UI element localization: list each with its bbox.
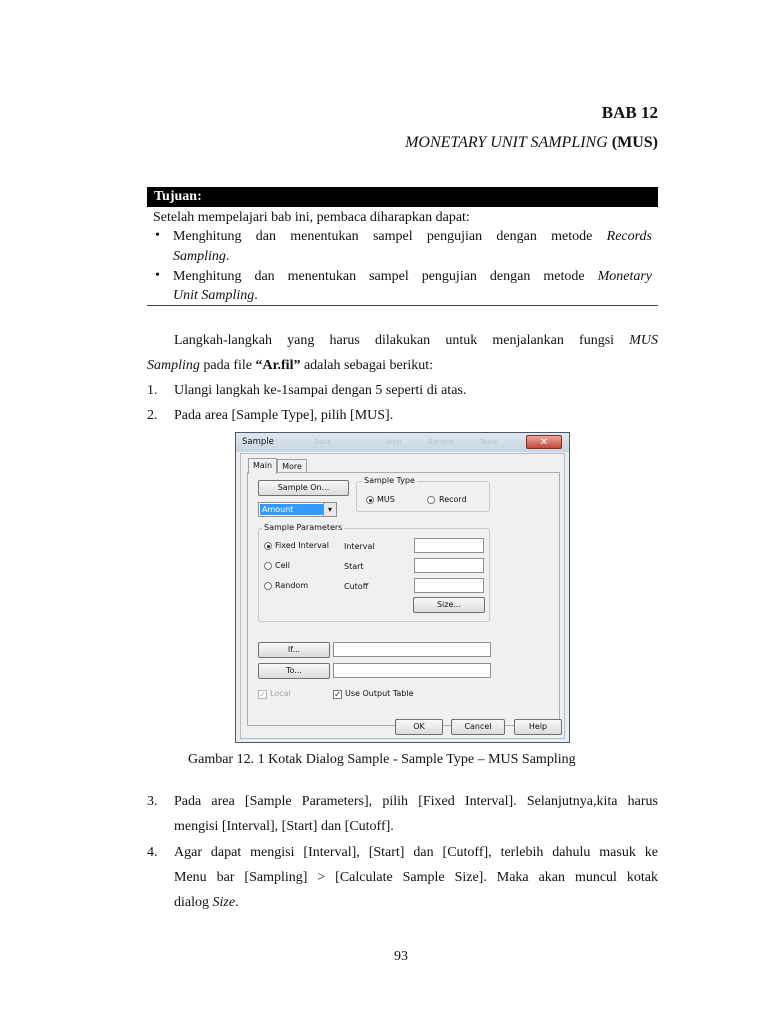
sample-parameters-group [258,523,490,622]
radio-mus[interactable] [366,496,374,504]
intro-text: Langkah-langkah yang harus dilakukan untuk menjalankan fungsi [174,333,615,348]
start-label: Start [344,562,364,571]
sample-type-group [356,476,490,512]
objective-bullet-2-line2 [173,286,258,306]
figure-caption: Gambar 12. 1 Kotak Dialog Sample - Sample Type – MUS Sampling [188,752,576,767]
use-output-table-label: Use Output Table [345,689,414,698]
objective-text: Menghitung dan menentukan sampel pengujian dengan metode [173,269,585,284]
ok-button[interactable]: OK [395,719,443,735]
start-input[interactable] [414,558,484,573]
radio-cell-label: Cell [275,561,290,570]
use-output-table-checkbox[interactable]: ✓ [334,690,341,699]
local-checkbox-label: Local [270,689,291,698]
chapter-title-italic: MONETARY UNIT SAMPLING [405,134,608,151]
cancel-button[interactable]: Cancel [451,719,505,735]
radio-random[interactable] [264,582,272,590]
radio-random-label: Random [275,581,309,590]
intro-text: pada file [199,358,256,373]
if-expression-input[interactable] [333,642,491,657]
dialog-titlebar [236,433,569,452]
cutoff-input[interactable] [414,578,484,593]
step-number: 3. [147,794,158,809]
if-button[interactable]: If... [258,642,330,658]
ghost-menu-item: Tools [480,438,498,446]
intro-italic: Sampling [147,358,200,373]
objectives-header: Tujuan: [147,187,658,207]
step-text: Menu bar [Sampling] > [Calculate Sample Size]. Maka akan muncul kotak [174,870,658,885]
sample-type-legend: Sample Type [364,476,415,485]
ghost-menu-item: Data [314,438,331,446]
objective-bullet-1-line1 [173,227,652,247]
size-button[interactable]: Size... [413,597,485,613]
sample-parameters-legend: Sample Parameters [264,523,343,532]
radio-cell[interactable] [264,562,272,570]
amount-select[interactable] [258,502,337,517]
bullet-dot: • [155,228,160,243]
step-text: Agar dapat mengisi [Interval], [Start] dan [Cutoff], terlebih dahulu masuk ke [174,845,658,860]
radio-mus-label: MUS [377,495,395,504]
objective-italic: Records [606,229,652,244]
tab-main[interactable]: Main [248,458,277,474]
radio-record[interactable] [427,496,435,504]
objective-italic: Monetary [597,269,652,284]
objective-text: . [254,288,258,303]
dialog-name-italic: Size [212,895,236,910]
close-icon[interactable]: ✕ [526,435,562,449]
objective-text: . [225,249,230,264]
step-text: mengisi [Interval], [Start] dan [Cutoff]. [174,819,394,834]
page-number: 93 [394,949,408,964]
dialog-title: Sample [242,437,274,447]
step-text-part: dialog [174,895,213,910]
step-text: Ulangi langkah ke-1sampai dengan 5 seperti di atas. [174,383,467,398]
objective-text: Menghitung dan menentukan sampel pengujian dengan metode [173,229,593,244]
chapter-number: BAB 12 [601,103,658,122]
main-tab-panel [247,472,560,726]
objective-bullet-1-line2 [173,247,229,267]
cutoff-label: Cutoff [344,582,369,591]
objective-italic: Sampling [173,249,226,264]
step-text: Pada area [Sample Parameters], pilih [Fixed Interval]. Selanjutnya,kita harus [174,794,658,809]
objectives-divider [147,305,658,306]
objective-italic: Unit Sampling [173,288,255,303]
intro-text: adalah sebagai berikut: [300,358,434,373]
amount-selected-value: Amount [260,504,325,515]
chevron-down-icon[interactable]: ▾ [323,503,336,516]
objective-bullet-2-line1 [173,267,652,287]
chapter-title [405,134,658,152]
to-button[interactable]: To... [258,663,330,679]
radio-fixed-interval[interactable] [264,542,272,550]
help-button[interactable]: Help [514,719,562,735]
step-text-part: . [235,895,239,910]
sample-dialog [235,432,570,743]
ghost-menu-item: Sample [428,438,455,446]
radio-record-label: Record [439,495,467,504]
intro-paragraph-line2 [147,353,433,378]
radio-fixed-interval-label: Fixed Interval [275,541,329,550]
file-name: “Ar.fil” [255,358,301,373]
step-number: 2. [147,408,158,423]
to-output-input[interactable] [333,663,491,678]
bullet-dot: • [155,268,160,283]
intro-italic: MUS [629,333,658,348]
sample-on-button[interactable]: Sample On... [258,480,349,496]
local-checkbox[interactable]: ✓ [259,690,266,699]
step-number: 1. [147,383,158,398]
dialog-body [240,453,565,739]
step-text: Pada area [Sample Type], pilih [MUS]. [174,408,394,423]
intro-paragraph-line1 [174,328,658,353]
interval-input[interactable] [414,538,484,553]
step-number: 4. [147,845,158,860]
tab-more[interactable]: More [277,459,307,474]
objectives-intro: Setelah mempelajari bab ini, pembaca diharapkan dapat: [153,210,470,225]
ghost-menu-item: Anal [386,438,402,446]
chapter-title-abbrev: (MUS) [611,134,658,151]
interval-label: Interval [344,542,375,551]
step-text [174,890,239,915]
